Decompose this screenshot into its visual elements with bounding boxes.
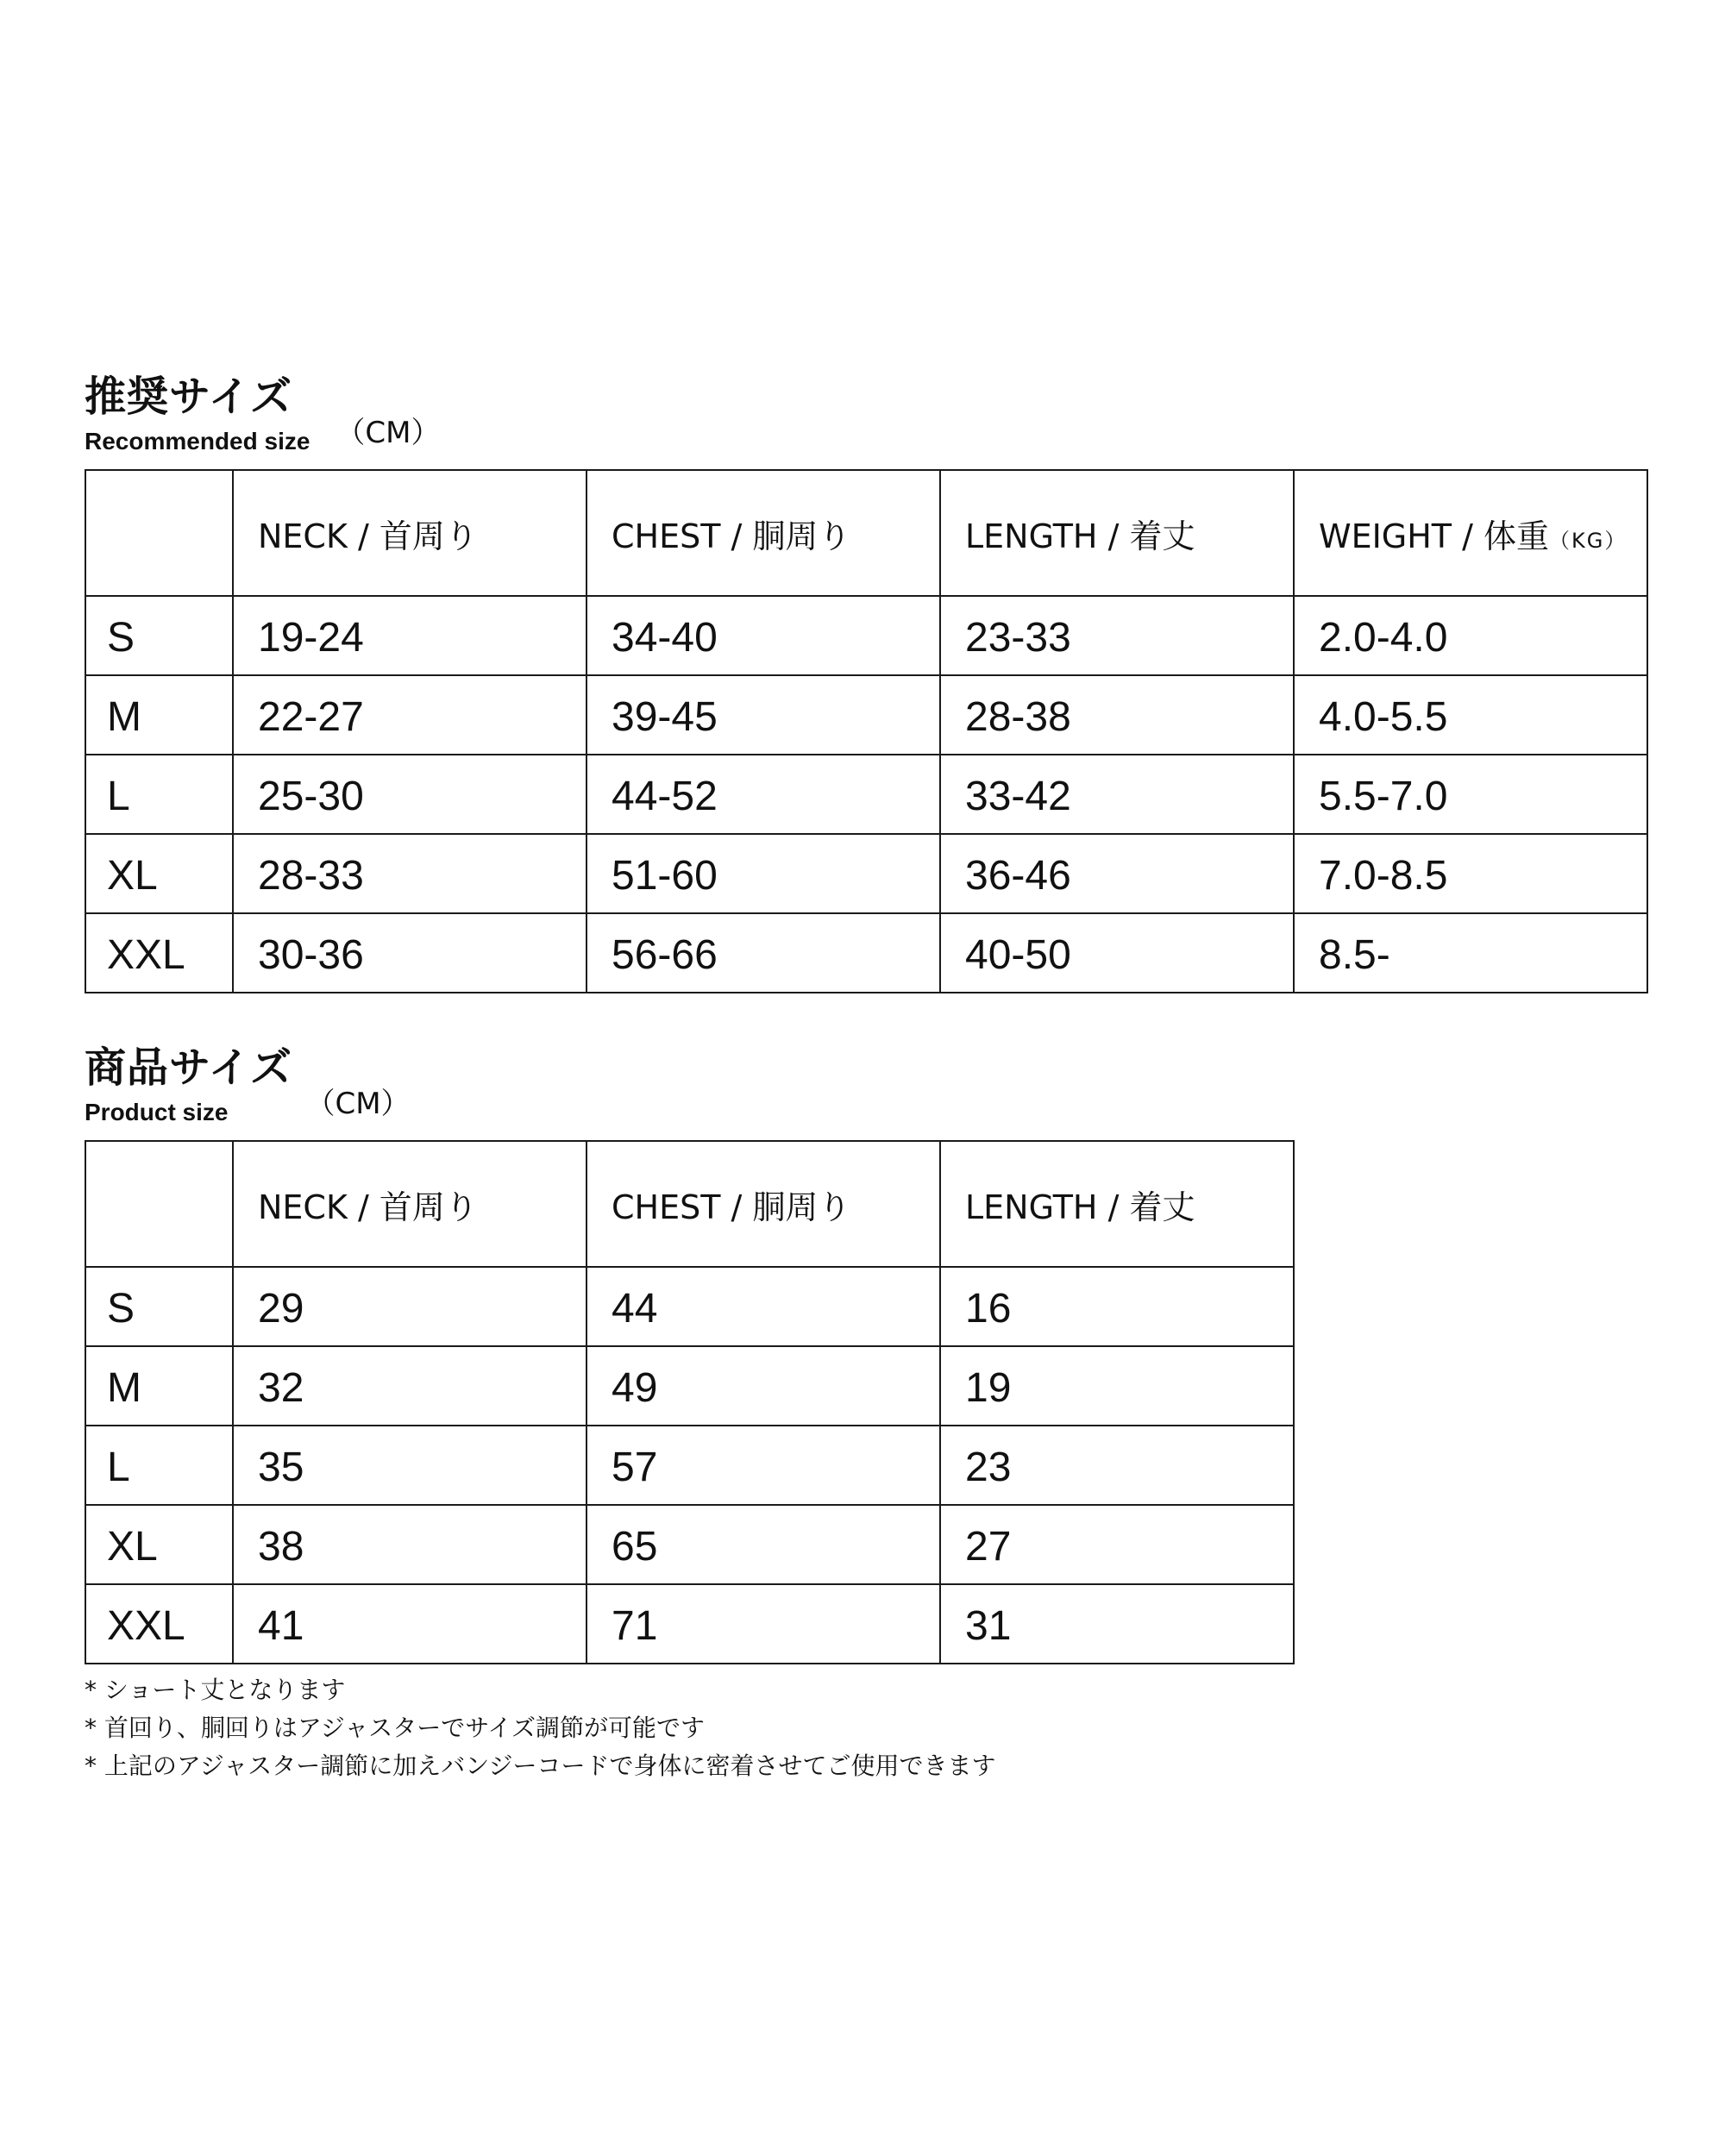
neck-cell: 28-33 [233,834,586,913]
notes [85,1671,996,1785]
chest-cell: 65 [586,1505,940,1584]
size-label: L [85,1426,233,1505]
table-row [85,1267,1294,1346]
neck-cell: 22-27 [233,675,586,755]
chest-cell: 44 [586,1267,940,1346]
table-row [85,596,1647,675]
product-subtitle-row [85,1087,1295,1126]
neck-cell: 32 [233,1346,586,1426]
weight-cell: 8.5- [1294,913,1647,993]
product-size-table [85,1140,1295,1664]
chest-cell: 56-66 [586,913,940,993]
size-label: L [85,755,233,834]
table-row [85,1426,1294,1505]
weight-cell: 5.5-7.0 [1294,755,1647,834]
header-length: LENGTH / 着丈 [940,1141,1294,1267]
length-cell: 23 [940,1426,1294,1505]
length-cell: 16 [940,1267,1294,1346]
size-label: M [85,675,233,755]
header-corner-cell [85,470,233,596]
weight-cell: 7.0-8.5 [1294,834,1647,913]
chest-cell: 51-60 [586,834,940,913]
size-label: S [85,596,233,675]
length-cell: 36-46 [940,834,1294,913]
neck-cell: 29 [233,1267,586,1346]
table-header-row [85,1141,1294,1267]
header-corner-cell [85,1141,233,1267]
product-title-jp: 商品サイズ [85,1044,293,1092]
neck-cell: 19-24 [233,596,586,675]
header-chest: CHEST / 胴周り [586,470,940,596]
header-weight: WEIGHT / 体重（KG） [1294,470,1647,596]
recommended-size-section [85,373,1648,993]
chest-cell: 71 [586,1584,940,1664]
table-row [85,1346,1294,1426]
size-label: XXL [85,1584,233,1664]
length-cell: 28-38 [940,675,1294,755]
length-cell: 40-50 [940,913,1294,993]
recommended-title-jp: 推奨サイズ [85,373,293,421]
length-cell: 19 [940,1346,1294,1426]
weight-cell: 4.0-5.5 [1294,675,1647,755]
note-item: * ショート丈となります [85,1676,346,1704]
header-chest: CHEST / 胴周り [586,1141,940,1267]
product-title-en: Product size [85,1099,229,1125]
weight-cell: 2.0-4.0 [1294,596,1647,675]
chest-cell: 34-40 [586,596,940,675]
size-label: XL [85,834,233,913]
size-label: M [85,1346,233,1426]
table-row [85,675,1647,755]
note-item: * 首回り、胴回りはアジャスターでサイズ調節が可能です [85,1714,705,1742]
chest-cell: 44-52 [586,755,940,834]
neck-cell: 38 [233,1505,586,1584]
chest-cell: 57 [586,1426,940,1505]
weight-unit: （KG） [1548,528,1628,553]
table-row [85,1584,1294,1664]
table-row [85,755,1647,834]
recommended-size-table [85,469,1648,993]
header-neck: NECK / 首周り [233,470,586,596]
note-item: * 上記のアジャスター調節に加えバンジーコードで身体に密着させてご使用できます [85,1752,996,1780]
size-label: XL [85,1505,233,1584]
size-label: XXL [85,913,233,993]
length-cell: 27 [940,1505,1294,1584]
table-row [85,913,1647,993]
neck-cell: 41 [233,1584,586,1664]
recommended-subtitle-row [85,416,1648,455]
length-cell: 31 [940,1584,1294,1664]
length-cell: 33-42 [940,755,1294,834]
header-neck: NECK / 首周り [233,1141,586,1267]
neck-cell: 30-36 [233,913,586,993]
chest-cell: 39-45 [586,675,940,755]
table-header-row [85,470,1647,596]
neck-cell: 35 [233,1426,586,1505]
length-cell: 23-33 [940,596,1294,675]
table-row [85,1505,1294,1584]
recommended-title-en: Recommended size [85,428,310,454]
table-row [85,834,1647,913]
product-unit: （CM） [305,1087,411,1121]
product-size-section [85,1044,1295,1664]
header-length: LENGTH / 着丈 [940,470,1294,596]
neck-cell: 25-30 [233,755,586,834]
chest-cell: 49 [586,1346,940,1426]
recommended-unit: （CM） [336,416,441,450]
size-label: S [85,1267,233,1346]
